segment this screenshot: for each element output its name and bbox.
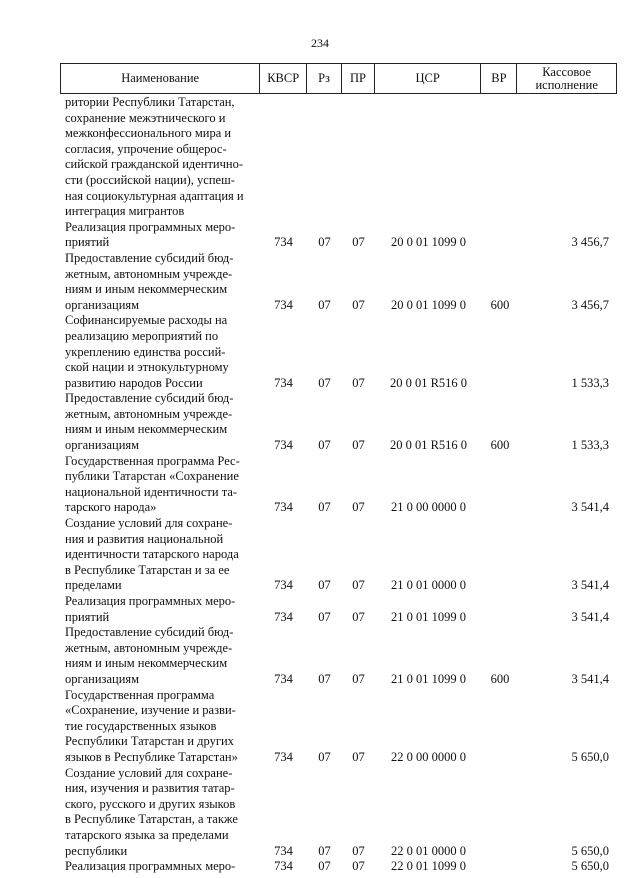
cell-rz: 07 [318, 235, 331, 250]
cell-sum: 3 456,7 [571, 297, 609, 312]
cell-pr: 07 [352, 500, 365, 515]
cell-kvsr: 734 [274, 749, 293, 764]
cell-pr: 07 [352, 578, 365, 593]
cell-csr: 20 0 01 R516 0 [389, 375, 468, 390]
cell-csr: 20 0 01 R516 0 [389, 438, 468, 453]
cell-kvsr: 734 [274, 843, 293, 858]
header-rz: Рз [307, 64, 342, 93]
cell-name: Государственная программа Рес- публики Татарстан «Сохранение национальной идентичности та- тарского народа» [65, 453, 240, 515]
table-row [60, 594, 617, 625]
table-row [60, 220, 617, 251]
table-row [60, 251, 617, 313]
cell-csr: 22 0 01 0000 0 [391, 843, 466, 858]
cell-rz: 07 [318, 843, 331, 858]
cell-vr: 600 [490, 671, 510, 686]
header-sum: Кассовое исполнение [535, 64, 598, 92]
cell-kvsr: 734 [274, 235, 293, 250]
cell-rz: 07 [318, 500, 331, 515]
cell-kvsr: 734 [274, 578, 293, 593]
cell-sum: 3 541,4 [571, 609, 609, 624]
cell-name: ритории Республики Татарстан, сохранение межэтнического и межконфессионального мира и согласия, упрочение общерос- сийской гражданской идентично- сти (российской нации), успеш- ная социокультурная адаптация и интеграция мигрантов [65, 95, 244, 219]
cell-name: Предоставление субсидий бюд- жетным, автономным учрежде- ниям и иным некоммерческим организациям [65, 391, 234, 453]
cell-sum: 5 650,0 [571, 749, 609, 764]
cell-sum: 1 533,3 [571, 438, 609, 453]
cell-name: Реализация программных меро- приятий [65, 219, 236, 250]
cell-csr: 21 0 00 0000 0 [391, 500, 466, 515]
cell-csr: 22 0 00 0000 0 [391, 749, 466, 764]
header-name: Наименование [61, 64, 260, 93]
cell-vr: 600 [490, 438, 510, 453]
cell-rz: 07 [318, 438, 331, 453]
table-row [60, 391, 617, 453]
table-row [60, 95, 617, 220]
table-row [60, 313, 617, 391]
cell-pr: 07 [352, 297, 365, 312]
cell-csr: 21 0 01 1099 0 [391, 609, 466, 624]
cell-pr: 07 [352, 671, 365, 686]
cell-name: Государственная программа «Сохранение, изучение и разви- тие государственных языков Республики Татарстан и других языков в Республике Татарстан» [65, 687, 238, 764]
cell-pr: 07 [352, 235, 365, 250]
cell-sum: 5 650,0 [571, 859, 609, 874]
cell-sum: 3 541,4 [571, 500, 609, 515]
cell-name: Софинансируемые расходы на реализацию мероприятий по укреплению единства россий- ской нации и этнокультурному развитию народов России [65, 313, 229, 390]
page-number: 234 [311, 36, 329, 50]
cell-name: Предоставление субсидий бюд- жетным, автономным учрежде- ниям и иным некоммерческим организациям [65, 250, 234, 312]
cell-kvsr: 734 [274, 297, 293, 312]
header-csr: ЦСР [375, 64, 482, 93]
cell-sum: 5 650,0 [571, 843, 609, 858]
cell-csr: 20 0 01 1099 0 [391, 297, 466, 312]
header-vr: ВР [481, 64, 517, 93]
table-row [60, 516, 617, 594]
cell-rz: 07 [318, 297, 331, 312]
cell-sum: 3 456,7 [571, 235, 609, 250]
table-row [60, 688, 617, 766]
cell-kvsr: 734 [274, 375, 293, 390]
cell-name: Предоставление субсидий бюд- жетным, автономным учрежде- ниям и иным некоммерческим организациям [65, 625, 234, 686]
cell-pr: 07 [352, 749, 365, 764]
cell-kvsr: 734 [274, 500, 293, 515]
cell-name: Реализация программных меро- [65, 859, 236, 874]
table-row [60, 625, 617, 687]
table-header [60, 63, 617, 94]
cell-rz: 07 [318, 859, 331, 874]
cell-name: Создание условий для сохране- ния, изучения и развития татар- ского, русского и других языков в Республике Татарстан, а также татарского языка за пределами республики [65, 765, 238, 858]
cell-name: Реализация программных меро- приятий [65, 594, 236, 624]
cell-csr: 21 0 01 1099 0 [391, 671, 466, 686]
cell-sum: 3 541,4 [571, 671, 609, 686]
cell-vr: 600 [490, 297, 510, 312]
cell-kvsr: 734 [274, 609, 293, 624]
cell-csr: 21 0 01 0000 0 [391, 578, 466, 593]
cell-name: Создание условий для сохране- ния и развития национальной идентичности татарского народа в Республике Татарстан и за ее пределами [65, 516, 239, 593]
header-pr: ПР [342, 64, 375, 93]
cell-pr: 07 [352, 859, 365, 874]
cell-sum: 3 541,4 [571, 578, 609, 593]
table-body [60, 95, 617, 875]
cell-sum: 1 533,3 [571, 375, 609, 390]
cell-rz: 07 [318, 609, 331, 624]
header-kvsr: КВСР [260, 64, 307, 93]
cell-pr: 07 [352, 375, 365, 390]
cell-pr: 07 [352, 609, 365, 624]
cell-csr: 22 0 01 1099 0 [391, 859, 466, 874]
cell-pr: 07 [352, 438, 365, 453]
cell-kvsr: 734 [274, 671, 293, 686]
table-row [60, 454, 617, 516]
cell-rz: 07 [318, 578, 331, 593]
cell-pr: 07 [352, 843, 365, 858]
cell-rz: 07 [318, 671, 331, 686]
table-row [60, 766, 617, 860]
cell-rz: 07 [318, 375, 331, 390]
cell-kvsr: 734 [274, 438, 293, 453]
cell-csr: 20 0 01 1099 0 [391, 235, 466, 250]
table-row [60, 859, 617, 875]
cell-rz: 07 [318, 749, 331, 764]
cell-kvsr: 734 [274, 859, 293, 874]
